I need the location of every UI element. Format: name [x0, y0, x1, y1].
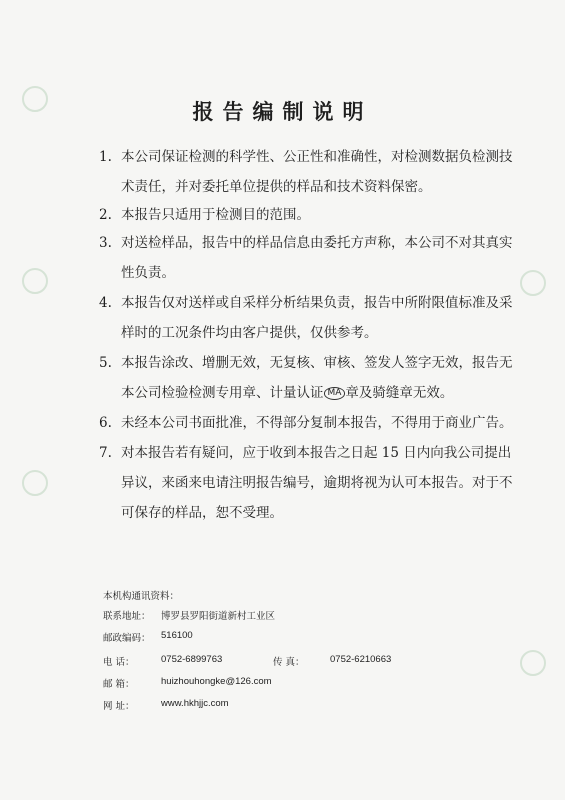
- item-number: 5.: [99, 355, 112, 371]
- document-page: 报告编制说明 1. 本公司保证检测的科学性、公正性和准确性，对检测数据负检测技 术责任，并对委托单位提供的样品和技术资料保密。 2. 本报告只适用于检测目的范围。 3. 对送检样品，报告中的样品信息由委托方声称，本公司不对其真实 性负责。 4. 本报告仅对送样或自采样分析结果负责，报告中所附限值标准及采 样时的工况条件均由客户提供，仅供参考。 5. 本报告涂改、增删无效，无复核、审核、签发人签字无效，报告无 本公司检验检测专用章、计量认证 MA 章及骑缝章无效。 6. 未经本公司书面批准，不得部分复制本报告，不得用于商业广告。 7. 对本报告若有疑问，应于收到本报告之日起 15 日内向我公司提出 异议，来函来电请注明报告编号，逾期将视为认可本报告。对于不 可保存的样品，恕不受理。 本机构通讯资料： 联系地址： 博罗县罗阳街道新村工业区 邮政编码： 516100 电 话： 0752-6899763 传 真： 0752-6210663 邮 箱： huizhouhongke@126.com 网 址： www.hkhjjc.com: [0, 0, 565, 800]
- list-item: [99, 200, 503, 230]
- item-line: 本报告仅对送样或自采样分析结果负责，报告中所附限值标准及采: [121, 295, 513, 311]
- email-label: 邮 箱：: [103, 679, 135, 690]
- list-item: [99, 288, 513, 348]
- watermark-seal-icon: [22, 268, 48, 294]
- item-line: 本报告只适用于检测目的范围。: [121, 207, 310, 223]
- list-item: [99, 438, 513, 528]
- postcode-label: 邮政编码：: [103, 633, 151, 644]
- item-number: 6.: [99, 415, 112, 431]
- item-line-part: 章及骑缝章无效。: [345, 385, 454, 401]
- item-line: 可保存的样品，恕不受理。: [121, 505, 283, 521]
- phone-value: 0752-6899763: [161, 654, 223, 665]
- item-line: 性负责。: [121, 265, 175, 281]
- item-number: 2.: [99, 207, 112, 223]
- list-item: [99, 228, 513, 288]
- web-label: 网 址：: [103, 701, 135, 712]
- list-item: [99, 142, 513, 202]
- item-number: 4.: [99, 295, 112, 311]
- address-label: 联系地址：: [103, 611, 151, 622]
- fax-value: 0752-6210663: [330, 654, 392, 665]
- item-line-part: 本公司检验检测专用章、计量认证: [121, 385, 324, 401]
- list-item: [99, 408, 513, 438]
- item-line: 本公司保证检测的科学性、公正性和准确性，对检测数据负检测技: [121, 149, 513, 165]
- item-line: 未经本公司书面批准，不得部分复制本报告，不得用于商业广告。: [121, 415, 513, 431]
- list-item: [99, 348, 513, 408]
- address-value: 博罗县罗阳街道新村工业区: [161, 611, 276, 622]
- ma-certification-mark: MA: [324, 387, 346, 400]
- item-line: 对送检样品，报告中的样品信息由委托方声称，本公司不对其真实: [121, 235, 513, 251]
- item-line: 样时的工况条件均由客户提供，仅供参考。: [121, 325, 378, 341]
- item-number: 7.: [99, 445, 112, 461]
- phone-label: 电 话：: [103, 657, 135, 668]
- item-line: 异议，来函来电请注明报告编号，逾期将视为认可本报告。对于不: [121, 475, 513, 491]
- item-line: 本报告涂改、增删无效，无复核、审核、签发人签字无效，报告无: [121, 355, 513, 371]
- item-number: 1.: [99, 149, 112, 165]
- email-value: huizhouhongke@126.com: [161, 676, 272, 687]
- fax-label: 传 真：: [273, 657, 305, 668]
- item-number: 3.: [99, 235, 112, 251]
- item-line: 对本报告若有疑问，应于收到本报告之日起 15 日内向我公司提出: [121, 445, 512, 461]
- web-value: www.hkhjjc.com: [161, 698, 229, 709]
- page-title: 报告编制说明: [192, 99, 373, 124]
- watermark-seal-icon: [520, 270, 546, 296]
- watermark-seal-icon: [22, 470, 48, 496]
- watermark-seal-icon: [520, 650, 546, 676]
- item-line: 术责任，并对委托单位提供的样品和技术资料保密。: [121, 179, 432, 195]
- item-line: [103, 378, 503, 408]
- postcode-value: 516100: [161, 630, 193, 641]
